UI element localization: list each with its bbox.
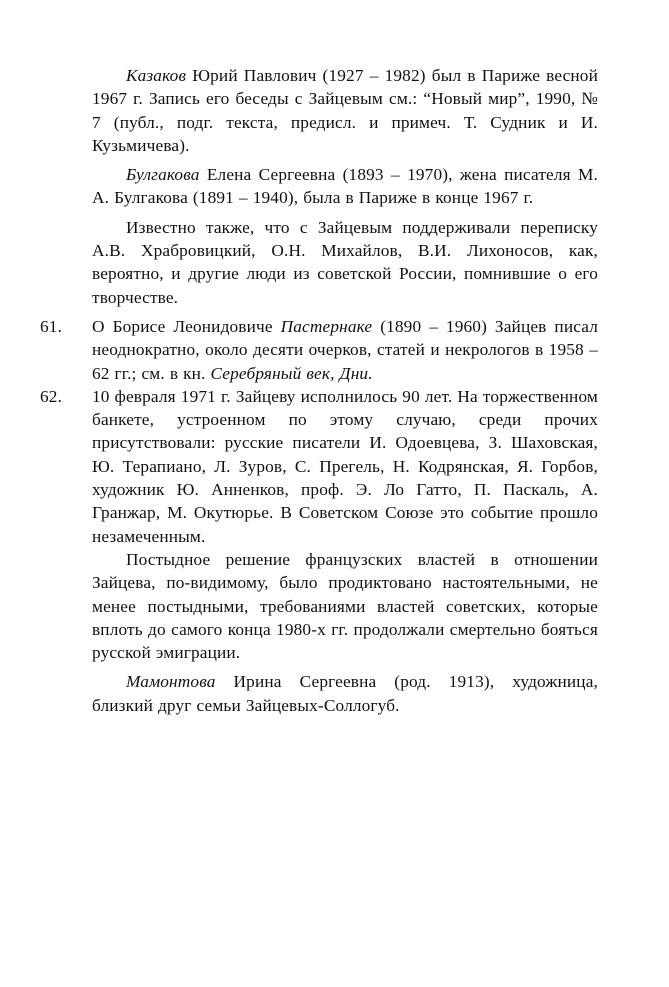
endnote-paragraph	[40, 315, 598, 385]
text-run: О Борисе Леонидовиче	[92, 316, 281, 336]
text-paragraph	[92, 548, 598, 664]
text-paragraph	[92, 216, 598, 309]
italic-text-run: Пастернаке	[280, 316, 373, 336]
italic-text-run: Серебряный век, Дни.	[210, 363, 373, 383]
text-run: Елена Сергеевна (1893 – 1970), жена писателя М. А. Булгакова (1891 – 1940), была в Париже в конце 1967 г.	[92, 165, 598, 208]
italic-text-run: Казаков	[126, 66, 187, 85]
text-run: Ирина Сергеевна (род. 1913), художница, близкий друг семьи Зайцевых-Соллогуб.	[92, 672, 598, 715]
text-paragraph	[92, 64, 598, 157]
endnote-number: 61.	[40, 316, 63, 336]
text-paragraph	[92, 163, 598, 210]
notes-text-block	[40, 64, 598, 723]
text-run: Юрий Павлович (1927 – 1982) был в Париже весной 1967 г. Запись его беседы с Зайцевым см.: “Новый мир”, 1990, № 7 (публ., подг. текста, предисл. и примеч. Т. Судник и И. Кузьмичева).	[92, 66, 598, 155]
text-run: (1890 – 1960) Зайцев писал неоднократно, около десяти очерков, статей и некрологов в 1958 – 62 гг.; см. в кн.	[92, 316, 598, 383]
italic-text-run: Мамонтова	[126, 672, 216, 692]
text-run: 10 февраля 1971 г. Зайцеву исполнилось 90 лет. На торжественном банкете, устроенном по этому случаю, среди прочих присутствовали: русские писатели И. Одоевцева, З. Шаховская, Ю. Терапиано, Л. Зуров, С. Прегель, Н. Кодрянская, Я. Горбов, художник Ю. Анненков, проф. Э. Ло Гатто, П. Паскаль, А. Гранжар, М. Окутюрье. В Советском Союзе это событие прошло незамеченным.	[92, 386, 598, 546]
italic-text-run: Булгакова	[126, 165, 200, 185]
endnote-paragraph	[40, 385, 598, 548]
text-paragraph	[92, 670, 598, 717]
endnote-number: 62.	[40, 386, 63, 406]
text-run: Постыдное решение французских властей в отношении Зайцева, по-видимому, было продиктовано настоятельными, не менее постыдными, требованиями властей советских, которые вплоть до самого конца 1980-х гг. продолжали смертельно бояться русской эмиграции.	[92, 549, 598, 663]
text-run: Известно также, что с Зайцевым поддерживали переписку А.В. Храбровицкий, О.Н. Михайлов, В.И. Лихоносов, как, вероятно, и другие люди из советской России, помнившие о его творчестве.	[92, 217, 598, 307]
